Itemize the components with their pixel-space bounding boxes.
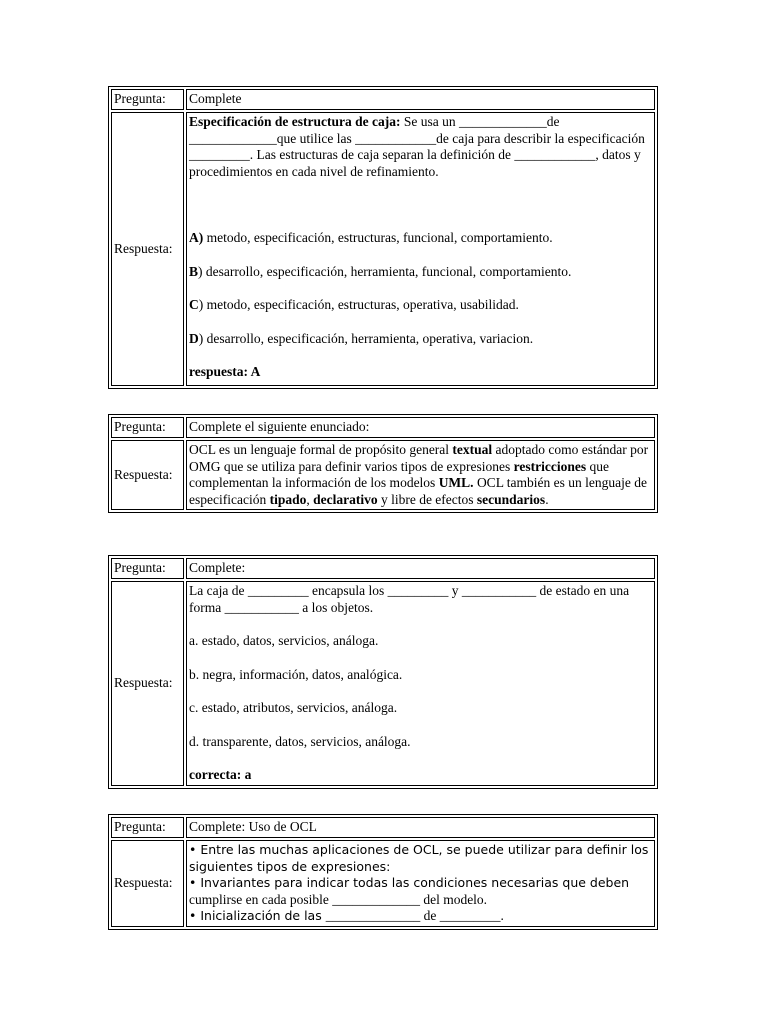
question-card-4 [108, 814, 658, 930]
respuesta-label: Respuesta: [111, 112, 184, 386]
question-card-1 [108, 86, 658, 389]
bullet-line-1: • Entre las muchas aplicaciones de OCL, se puede utilizar para definir los siguientes tipos de expresiones: [189, 842, 649, 874]
respuesta-content [186, 840, 655, 927]
option-c: C) metodo, especificación, estructuras, operativa, usabilidad. [189, 297, 519, 312]
question-statement: Especificación de estructura de caja: Se usa un _____________de _____________que utilice las ____________de caja para describir la especificación _________. Las estructuras de caja separan la definición de ____________, datos y procedimientos en cada nivel de refinamiento. [189, 114, 645, 179]
pregunta-label: Pregunta: [111, 558, 184, 579]
option-a: A) metodo, especificación, estructuras, funcional, comportamiento. [189, 230, 553, 245]
respuesta-content [186, 112, 655, 386]
respuesta-label: Respuesta: [111, 581, 184, 786]
correct-answer: correcta: a [189, 767, 252, 782]
option-c: c. estado, atributos, servicios, análoga. [189, 700, 398, 715]
pregunta-label: Pregunta: [111, 89, 184, 110]
respuesta-content [186, 581, 655, 786]
option-b: B) desarrollo, especificación, herramienta, funcional, comportamiento. [189, 263, 572, 279]
respuesta-label: Respuesta: [111, 840, 184, 927]
pregunta-text: Complete: Uso de OCL [186, 817, 655, 838]
bullet-line-2: • Invariantes para indicar todas las condiciones necesarias que deben cumplirse en cada posible _____________ del modelo. [189, 875, 630, 907]
pregunta-text: Complete: [186, 558, 655, 579]
respuesta-label: Respuesta: [111, 440, 184, 510]
respuesta-content: OCL es un lenguaje formal de propósito general textual adoptado como estándar por OMG que se utiliza para definir varios tipos de expresiones restricciones que complementan la información de los modelos UML. OCL también es un lenguaje de especificación tipado, declarativo y libre de efectos secundarios. [186, 440, 655, 510]
option-b: b. negra, información, datos, analógica. [189, 666, 403, 682]
pregunta-text: Complete [186, 89, 655, 110]
option-d: D) desarrollo, especificación, herramienta, operativa, variacion. [189, 330, 534, 346]
pregunta-label: Pregunta: [111, 817, 184, 838]
question-statement: La caja de _________ encapsula los _________ y ___________ de estado en una forma ___________ a los objetos. [189, 583, 630, 615]
question-card-3 [108, 555, 658, 789]
pregunta-text: Complete el siguiente enunciado: [186, 417, 655, 438]
option-d: d. transparente, datos, servicios, análoga. [189, 733, 411, 749]
question-card-2 [108, 414, 658, 513]
pregunta-label: Pregunta: [111, 417, 184, 438]
bullet-line-3: • Inicialización de las ______________ de _________. [189, 908, 504, 923]
option-a: a. estado, datos, servicios, análoga. [189, 633, 379, 648]
correct-answer: respuesta: A [189, 364, 261, 379]
